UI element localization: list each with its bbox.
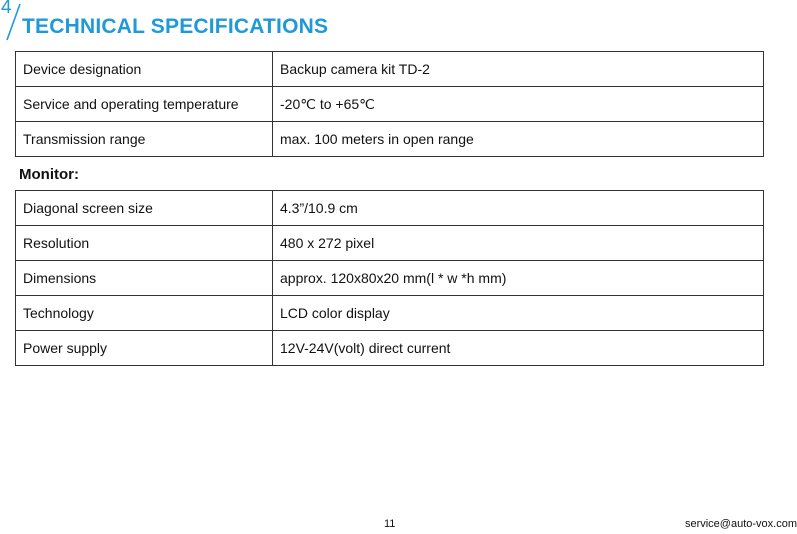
table-row — [16, 261, 764, 296]
spec-label: Resolution — [16, 226, 273, 261]
spec-label: Device designation — [16, 52, 273, 87]
table-row — [16, 226, 764, 261]
spec-label: Transmission range — [16, 122, 273, 157]
table-row — [16, 52, 764, 87]
spec-value: 480 x 272 pixel — [273, 226, 764, 261]
table-row — [16, 331, 764, 366]
monitor-specs-table — [15, 190, 764, 366]
spec-value: approx. 120x80x20 mm(l * w *h mm) — [273, 261, 764, 296]
section-number: 4 — [1, 0, 12, 18]
table-row — [16, 122, 764, 157]
table-row — [16, 296, 764, 331]
section-divider-slash — [4, 2, 24, 42]
spec-value: -20℃ to +65℃ — [273, 87, 764, 122]
spec-value: Backup camera kit TD-2 — [273, 52, 764, 87]
spec-value: 4.3”/10.9 cm — [273, 191, 764, 226]
section-title: TECHNICAL SPECIFICATIONS — [22, 15, 329, 38]
table-row — [16, 87, 764, 122]
monitor-heading: Monitor: — [19, 166, 79, 183]
spec-label: Dimensions — [16, 261, 273, 296]
footer-email: service@auto-vox.com — [684, 518, 797, 530]
table-row — [16, 191, 764, 226]
section-header — [0, 0, 400, 44]
page-number: 11 — [384, 518, 396, 530]
spec-label: Technology — [16, 296, 273, 331]
spec-label: Service and operating temperature — [16, 87, 273, 122]
spec-value: 12V-24V(volt) direct current — [273, 331, 764, 366]
general-specs-table — [15, 51, 764, 157]
spec-label: Power supply — [16, 331, 273, 366]
spec-value: LCD color display — [273, 296, 764, 331]
spec-value: max. 100 meters in open range — [273, 122, 764, 157]
spec-label: Diagonal screen size — [16, 191, 273, 226]
